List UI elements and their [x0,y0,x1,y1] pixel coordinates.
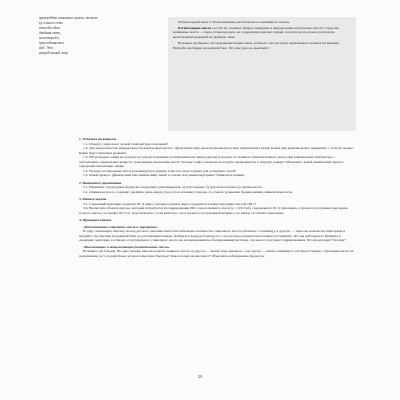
margin-note-line: ку в масле есть [39,21,63,25]
exercise-paragraph: Возьмите три блюдца. На одно блюдце нанесите каплю льняного масла, на другое — каплю подсолнечного, а на третье — каплю оливкового. Оставьте блюдца с образцами масел на подоконнике на 5–6 дней. Какое из масел высохнет быстрее? Какое из них не высохнет? Объясните наблюдаемые процессы. [79,249,354,258]
section-heading: 3. Решите задачи. [79,197,107,201]
page-number: 29 [197,374,203,379]
experiment-title: «Распознавание сливочного масла и маргарина». [83,224,159,229]
lab-paragraph: Возьмите пробирки с исследуемыми жидкостями, добавьте 1 мл раствора перманганата калия и встряхните. Нагрейте пробирки на водяной бане. Что вам удалось выяснить? [173,40,340,50]
key-term: Растительные масла [178,25,211,30]
exercise-section [79,134,354,258]
margin-note-line: присоединяется [39,41,64,45]
exercise-paragraph: 2.1. Напишите структурные формулы следующих триглицеридов: а) тристеарина; б) триолеата натрия; в) трилинолеата. [83,185,263,189]
exercise-paragraph: 3.2. Вычислите объем водорода, который потребуется на гидрирование 200 л подсолнечного масла (ρ = 0,9 г/мл), содержащего 65 % триолеина, в процессе получения маргарина, если его выход составляет 80 % от теоретического, если известно, что в процессе получения маргарина, его выход составляет триолеина. [79,206,349,215]
exercise-paragraph: В одну стеклянную баночку из-под детского питания поместите небольшое количество сливочного масла (объемом с горошину), в другую — такое же количество маргарина и нагрейте обе баночки на водяной бане до расплавления жиров. Добавьте в каждую баночку по 1 мл раствора перманганата калия и встряхните. Что вы наблюдаете? Примите к сведению: маргарин, в отличие от натурального сливочного масла, не должен вызывать обесцвечивания раствора, так как его получают гидрированием. Что происходит? Почему? [79,229,346,242]
section-heading: 1. Ответьте на вопросы. [79,137,118,141]
section-heading: 4. Проведите опыты. [79,218,112,222]
margin-note [39,16,105,56]
margin-note-line: двойная связь, [39,31,61,35]
margin-note-line: хотя бы одна [39,26,60,30]
lab-title: Лабораторный опыт 2 «Распознавание растительного и машинного масел». [178,20,291,24]
exercise-paragraph: 1.2. Для доказательства непредельности карбоновых кислот, образующих жир, вы использовали раствор перманганата калия. Какой еще реактив можно применить с этой же целью? Какие будут признаки реакции? [79,146,354,155]
lab-experiment-text [173,20,352,51]
exercise-paragraph: 3.1. Сливочный маргарин содержит 82 % жира. Сколько граммов жира содержится в пачке маргарина массой 180 г? [83,201,257,206]
exercise-paragraph: 1.4. Почему растительные масла рекомендуется хранить в местах, недоступных для солнечных лучей? [83,168,237,173]
exercise-paragraph: 1.1. Почему у жиров нет четкой температуры плавления? [83,141,169,146]
margin-note-line: на которой и [39,36,60,40]
exercise-paragraph: 1.5. Какой процесс (физический или химический) лежит в основе получения маргарина? Приведите пример. [83,173,246,177]
exercise-paragraph: 2.2. Оливковое масло содержит двойную связь между 9-м и 10-м атомами углерода. Составьте уравнение бромирования оливковой кислоты. [83,189,293,194]
margin-note-line: йод. Это [39,46,53,50]
section-heading: 2. Выполните упражнения. [79,180,122,185]
margin-note-line: произойдет изменение цвета, посколь- [39,16,99,20]
lab-paragraph: Растительные масла состоят из сложных эфиров глицерина и непредельных карбоновых кислот, тогда как машинные масла — смесь углеводородов, не содержащих кратных связей, поэтому масла можно распознать качественной реакцией на двойную связь. [173,25,339,40]
experiment-title: «Высыхающие и невысыхающие растительные масла». [83,244,171,249]
exercise-paragraph: 1.3. Натуральную олифу (используется для изготовления и разбавления масляных красок) получают из льняного или конопляного масла при повышенной температуре с добавлением специальных веществ, ускоряющих высыхание масла. Почему олифа, высыхая на воздухе, превращается в твердую пленку? Объясните, какой химический процесс определяет высыхание олифы. [79,155,344,168]
margin-note-line: непредельный жир [39,51,68,55]
